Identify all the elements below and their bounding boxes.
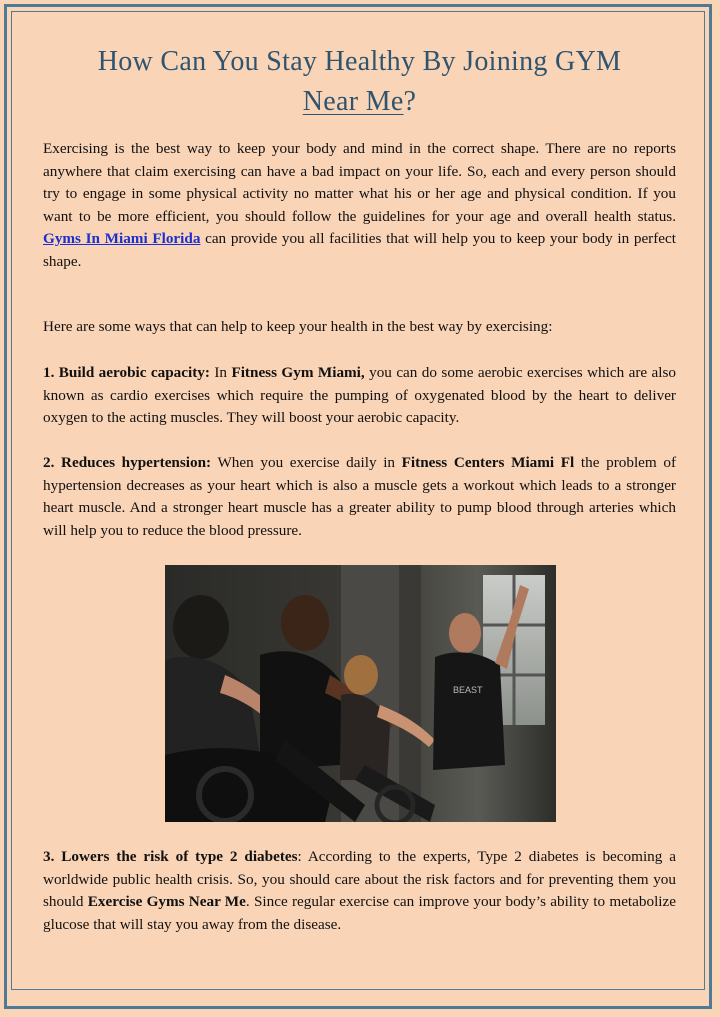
point-heading: 3. Lowers the risk of type 2 diabetes (43, 848, 298, 865)
point-aerobic (43, 362, 676, 430)
point-text: the problem of hypertension decreases as your heart which is also a muscle gets a workout which leads to a stronger heart muscle. And a stronger heart muscle has a greater ability to pump blood through arteries which will help you to reduce the blood pressure. (43, 454, 677, 539)
point-keyword: Fitness Gym Miami, (231, 364, 365, 381)
title-keyword: Near Me (302, 86, 404, 117)
point-heading: 2. Reduces hypertension: (43, 454, 212, 471)
point-diabetes (43, 846, 676, 936)
point-text: . Since regular exercise can improve your body’s ability to metabolize glucose that will stay you away from the disease. (43, 893, 676, 933)
title-question-mark: ? (403, 86, 417, 117)
intro-text: Exercising is the best way to keep your body and mind in the correct shape. There are no reports anywhere that claim exercising can have a bad impact on your life. So, each and every person should try to engage in some physical activity no matter what his or her age and physical condition. If you want to be more efficient, you should follow the guidelines for your age and overall health status. (43, 140, 676, 225)
point-keyword: Exercise Gyms Near Me (87, 893, 246, 910)
point-hypertension (43, 452, 676, 542)
shirt-logo-text: BEAST (453, 685, 483, 695)
point-keyword: Fitness Centers Miami Fl (401, 454, 575, 471)
point-text: : According to the experts, Type 2 diabetes is becoming a worldwide public health crisis. So, you should care about the risk factors and for preventing them you should (43, 848, 676, 910)
spin-class-photo (165, 565, 556, 822)
lead-in-paragraph: Here are some ways that can help to keep your health in the best way by exercising: (43, 318, 553, 335)
page-title (43, 42, 676, 122)
intro-text-end: can provide you all facilities that will help you to keep your body in perfect shape. (43, 230, 677, 270)
point-text: When you exercise daily in (211, 454, 402, 471)
point-text: you can do some aerobic exercises which are also known as cardio exercises which require the pumping of oxygenated blood by the heart to deliver oxygen to the acting muscles. They will boost your aerobic capacity. (43, 364, 676, 426)
point-text: In (209, 364, 232, 381)
point-heading: 1. Build aerobic capacity: (43, 364, 210, 381)
document-body (43, 42, 677, 933)
gyms-in-miami-florida-link[interactable]: Gyms In Miami Florida (43, 230, 201, 247)
title-line-1: How Can You Stay Healthy By Joining GYM (97, 46, 622, 77)
intro-paragraph (43, 138, 676, 273)
